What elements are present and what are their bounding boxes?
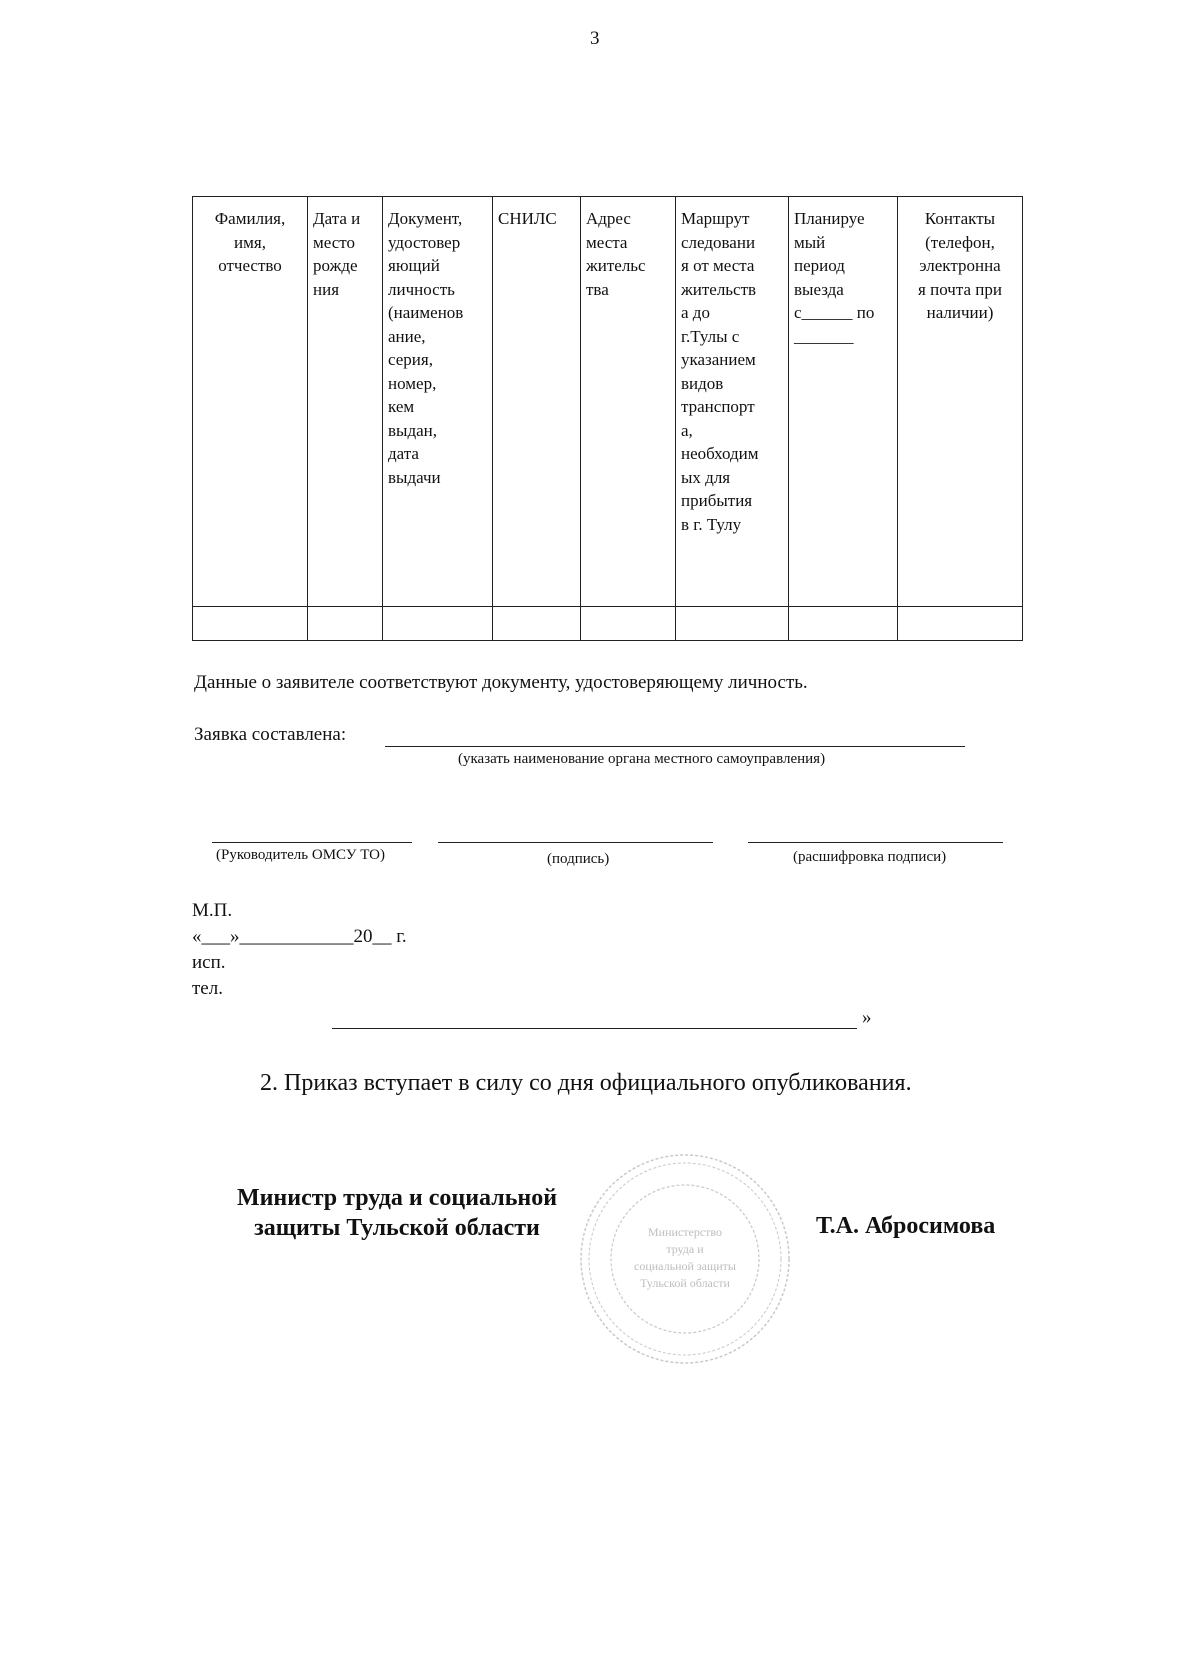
table-cell bbox=[383, 607, 493, 641]
decoding-fill-line bbox=[748, 842, 1003, 843]
conformity-note: Данные о заявителе соответствуют документу, удостоверяющему личность. bbox=[194, 672, 808, 693]
organization-fill-line bbox=[385, 746, 965, 747]
header-snils: СНИЛС bbox=[493, 197, 581, 607]
table-cell bbox=[898, 607, 1023, 641]
seal-text-line: Тульской области bbox=[640, 1276, 730, 1290]
seal-text-line: труда и bbox=[666, 1242, 704, 1256]
header-full-name: Фамилия, имя, отчество bbox=[193, 197, 308, 607]
table-header-row bbox=[193, 197, 1023, 607]
order-paragraph: 2. Приказ вступает в силу со дня официального опубликования. bbox=[260, 1070, 912, 1096]
official-seal bbox=[578, 1152, 792, 1366]
head-fill-line bbox=[212, 842, 412, 843]
signature-fill-line bbox=[438, 842, 713, 843]
request-label: Заявка составлена: bbox=[194, 724, 347, 745]
minister-name: Т.А. Абросимова bbox=[816, 1213, 996, 1239]
header-birth: Дата и место рожде ния bbox=[308, 197, 383, 607]
table-cell bbox=[676, 607, 789, 641]
header-route: Маршрут следовани я от места жительств а до г.Тулы с указанием видов транспорт а, необходим ых для прибытия в г. Тулу bbox=[676, 197, 789, 607]
decoding-caption: (расшифровка подписи) bbox=[793, 849, 947, 865]
applicants-table bbox=[192, 196, 1023, 641]
organization-hint: (указать наименование органа местного самоуправления) bbox=[458, 751, 826, 767]
page-number: 3 bbox=[590, 28, 600, 49]
header-contacts: Контакты (телефон, электронна я почта при наличии) bbox=[898, 197, 1023, 607]
signature-caption: (подпись) bbox=[547, 851, 610, 867]
stamp-place-label: М.П. bbox=[192, 900, 233, 921]
head-caption: (Руководитель ОМСУ ТО) bbox=[216, 847, 385, 863]
table-cell bbox=[308, 607, 383, 641]
seal-text-line: социальной защиты bbox=[634, 1259, 736, 1273]
date-line: «___»____________20__ г. bbox=[192, 926, 407, 947]
table-cell bbox=[193, 607, 308, 641]
seal-text-line: Министерство bbox=[648, 1225, 722, 1239]
minister-title: Министр труда и социальной защиты Тульской области bbox=[236, 1185, 558, 1241]
table-cell bbox=[493, 607, 581, 641]
closing-quote: » bbox=[862, 1007, 872, 1028]
executor-label: исп. bbox=[192, 952, 226, 973]
table-cell bbox=[581, 607, 676, 641]
header-departure-period: Планируе мый период выезда с______ по _______ bbox=[789, 197, 898, 607]
header-identity-document: Документ, удостовер яющий личность (наименов ание, серия, номер, кем выдан, дата выдачи bbox=[383, 197, 493, 607]
table-cell bbox=[789, 607, 898, 641]
closing-fill-line bbox=[332, 1028, 857, 1029]
table-row bbox=[193, 607, 1023, 641]
phone-label: тел. bbox=[192, 978, 223, 999]
header-address: Адрес места жительс тва bbox=[581, 197, 676, 607]
